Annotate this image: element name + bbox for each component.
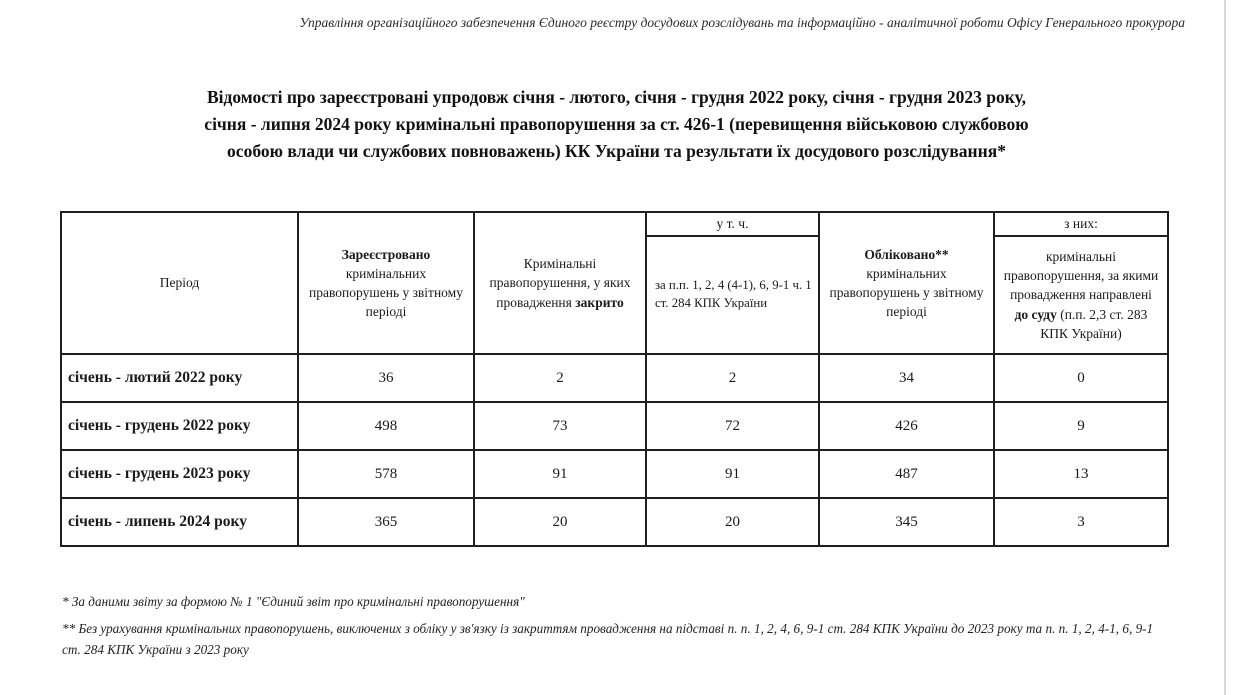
value-cell-court: 13 — [994, 450, 1168, 498]
col-header-accounted-rest: кримінальних правопорушень у звітному періоді — [829, 265, 984, 320]
period-cell: січень - грудень 2022 року — [61, 402, 298, 450]
value-cell-court: 3 — [994, 498, 1168, 546]
table-row — [61, 450, 1168, 498]
value-cell-registered: 365 — [298, 498, 474, 546]
value-cell-utch: 2 — [646, 354, 819, 402]
value-cell-utch: 72 — [646, 402, 819, 450]
table-row — [61, 402, 1168, 450]
col-header-registered — [298, 212, 474, 354]
period-cell: січень - липень 2024 року — [61, 498, 298, 546]
value-cell-accounted: 34 — [819, 354, 994, 402]
document-title-line-3: особою влади чи службових повноважень) КК України та результати їх досудового розслідування* — [227, 141, 1006, 161]
footnote-first: * За даними звіту за формою № 1 "Єдиний звіт про кримінальні правопорушення" — [62, 594, 525, 609]
col-header-accounted-bold: Обліковано** — [864, 246, 949, 262]
period-cell: січень - лютий 2022 року — [61, 354, 298, 402]
value-cell-closed: 2 — [474, 354, 646, 402]
document-title — [40, 84, 1193, 165]
value-cell-closed: 73 — [474, 402, 646, 450]
col-header-closed — [474, 212, 646, 354]
footnote-second: ** Без урахування кримінальних правопорушень, виключених з обліку у зв'язку із закриттям провадження на підставі п. п. 1, 2, 4, 6, 9-1 ст. 284 КПК України до 2023 року та п. п. 1, 2, 4-1, 6, 9-1 ст. 284 КПК України з 2023 року — [62, 621, 1154, 657]
value-cell-registered: 36 — [298, 354, 474, 402]
value-cell-utch: 20 — [646, 498, 819, 546]
value-cell-court: 9 — [994, 402, 1168, 450]
col-header-registered-rest: кримінальних правопорушень у звітному періоді — [309, 265, 463, 320]
table-header-row-1 — [61, 212, 1168, 236]
col-header-closed-bold: закрито — [575, 294, 624, 310]
col-header-court-bold: до суду — [1014, 306, 1057, 322]
col-header-utch-group: у т. ч. — [646, 212, 819, 236]
value-cell-accounted: 487 — [819, 450, 994, 498]
col-header-court-pre: кримінальні правопорушення, за якими провадження направлені — [1003, 249, 1159, 303]
value-cell-utch: 91 — [646, 450, 819, 498]
value-cell-registered: 498 — [298, 402, 474, 450]
col-header-court-post: (п.п. 2,3 ст. 283 КПК України) — [1040, 306, 1148, 341]
value-cell-accounted: 345 — [819, 498, 994, 546]
value-cell-registered: 578 — [298, 450, 474, 498]
statistics-table — [60, 211, 1169, 547]
col-header-court-group: з них: — [994, 212, 1168, 236]
table-row — [61, 498, 1168, 546]
col-header-period: Період — [61, 212, 298, 354]
period-cell: січень - грудень 2023 року — [61, 450, 298, 498]
document-title-line-2: січня - липня 2024 року кримінальні правопорушення за ст. 426-1 (перевищення військовою службовою — [204, 114, 1029, 134]
col-header-registered-bold: Зареєстровано — [341, 246, 431, 262]
col-header-utch-sub: за п.п. 1, 2, 4 (4-1), 6, 9-1 ч. 1 ст. 284 КПК України — [646, 236, 819, 354]
value-cell-closed: 20 — [474, 498, 646, 546]
col-header-court-sub — [994, 236, 1168, 354]
table-row — [61, 354, 1168, 402]
value-cell-court: 0 — [994, 354, 1168, 402]
col-header-accounted — [819, 212, 994, 354]
page-edge-line — [1224, 0, 1226, 695]
col-header-closed-pre: Кримінальні правопорушення, у яких провадження — [489, 256, 631, 310]
value-cell-accounted: 426 — [819, 402, 994, 450]
document-title-line-1: Відомості про зареєстровані упродовж січня - лютого, січня - грудня 2022 року, січня - грудня 2023 року, — [207, 87, 1026, 107]
org-header: Управління організаційного забезпечення Єдиного реєстру досудових розслідувань та інформаційно - аналітичної роботи Офісу Генерального прокурора — [299, 15, 1185, 30]
value-cell-closed: 91 — [474, 450, 646, 498]
